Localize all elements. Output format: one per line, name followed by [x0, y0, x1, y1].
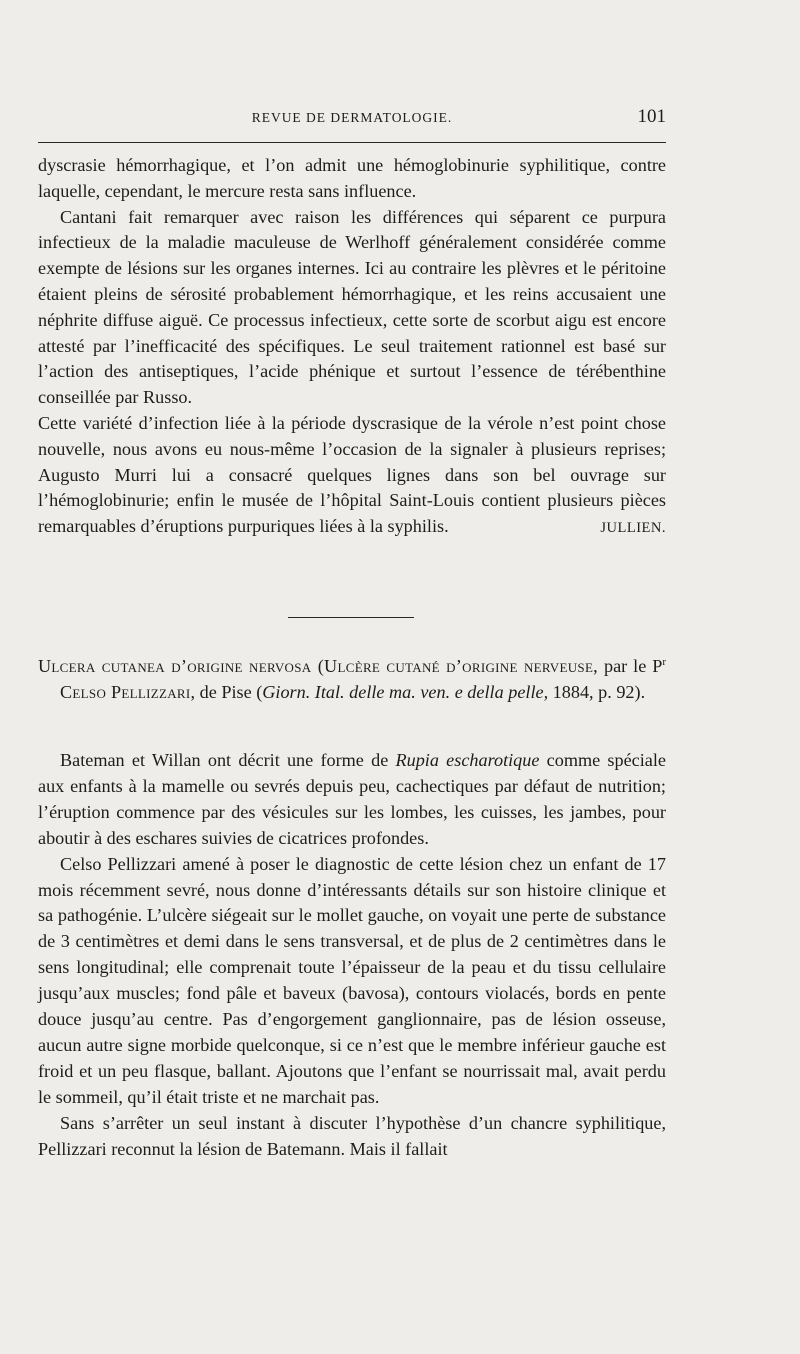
byline-prefix: par le P — [604, 656, 663, 677]
article-place: , de Pise ( — [190, 681, 263, 702]
closing-paragraph — [38, 411, 666, 542]
p1-end: comme spéciale aux enfants à la mamelle ou sevrés depuis peu, cachectiques par défaut de nutrition; l’éruption commence par des vésicules sur les lombes, les cuisses, les jambes, pour aboutir à des eschares suivies de cicatrices profondes. — [38, 750, 667, 848]
citation-end: 1884, p. 92). — [548, 681, 646, 702]
article-title: Ulcera cutanea d’origine nervosa (Ulcère cutané d’origine nerveuse, — [38, 656, 599, 677]
article-heading — [38, 650, 666, 706]
paragraph — [38, 748, 666, 852]
journal-name: Giorn. Ital. delle ma. ven. e della pelle, — [262, 681, 549, 702]
p1-start: Bateman et Willan ont décrit une forme de — [60, 750, 396, 770]
author-signature: JULLIEN. — [600, 520, 666, 537]
paragraph: Cette variété d’infection liée à la période dyscrasique de la vérole n’est point chose nouvelle, nous avons eu nous-même l’occasion de la signaler à plusieurs reprises; Augusto Murri lui a consacré quelques lignes dans son bel ouvrage sur l’hémoglobinurie; enfin le musée de l’hôpital Saint-Louis contient plusieurs pièces remarquables d’éruptions purpuriques liées à la syphilis. — [38, 412, 666, 537]
article-body — [38, 748, 666, 1163]
paragraph: dyscrasie hémorrhagique, et l’on admit une hémoglobinurie syphilitique, contre laquelle, cependant, le mercure resta sans influence. — [38, 155, 666, 201]
paragraph: Celso Pellizzari amené à poser le diagnostic de cette lésion chez un enfant de 17 mois récemment sevré, nous donne d’intéressants détails sur son histoire clinique et sa pathogénie. L’ulcère siégeait sur le mollet gauche, on voyait une perte de substance de 3 centimètres et demi dans le sens transversal, et de plus de 2 centimètres dans le sens longitudinal; elle comprenait toute l’épaisseur de la peau et du tissu cellulaire jusqu’aux muscles; fond pâle et baveux (bavosa), contours violacés, bords en pente douce jusqu’au centre. Pas d’engorgement ganglionnaire, pas de lésion osseuse, aucun autre signe morbide quelconque, si ce n’est que le membre inférieur gauche est froid et un peu flasque, ballant. Ajoutons que l’enfant se nourrissait mal, avait perdu le sommeil, qu’il était triste et ne marchait pas. — [38, 853, 666, 1107]
previous-article-text — [38, 153, 666, 542]
section-separator — [288, 617, 414, 618]
page-number: 101 — [637, 106, 666, 127]
header-rule — [38, 142, 666, 143]
byline-superscript: r — [662, 656, 667, 668]
paragraph: Sans s’arrêter un seul instant à discuter l’hypothèse d’un chancre syphilitique, Pellizzari reconnut la lésion de Batemann. Mais il fallait — [38, 1112, 666, 1159]
running-title: REVUE DE DERMATOLOGIE. — [251, 110, 453, 125]
page-header — [38, 108, 666, 132]
paragraph: Cantani fait remarquer avec raison les différences qui séparent ce purpura infectieux de la maladie maculeuse de Werlhoff généralement considérée comme exempte de lésions sur les organes internes. Ici au contraire les plèvres et le péritoine étaient pleins de sérosité probablement hémorrhagique, et les reins accusaient une néphrite diffuse aiguë. Ce processus infectieux, cette sorte de scorbut aigu est encore attesté par l’inefficacité des spécifiques. Le seul traitement rationnel est basé sur l’action des antiseptiques, l’acide phénique et surtout l’essence de térébenthine conseillée par Russo. — [38, 206, 666, 408]
article-author: Celso Pellizzari — [60, 681, 191, 702]
p1-term: Rupia escharotique — [395, 750, 540, 770]
